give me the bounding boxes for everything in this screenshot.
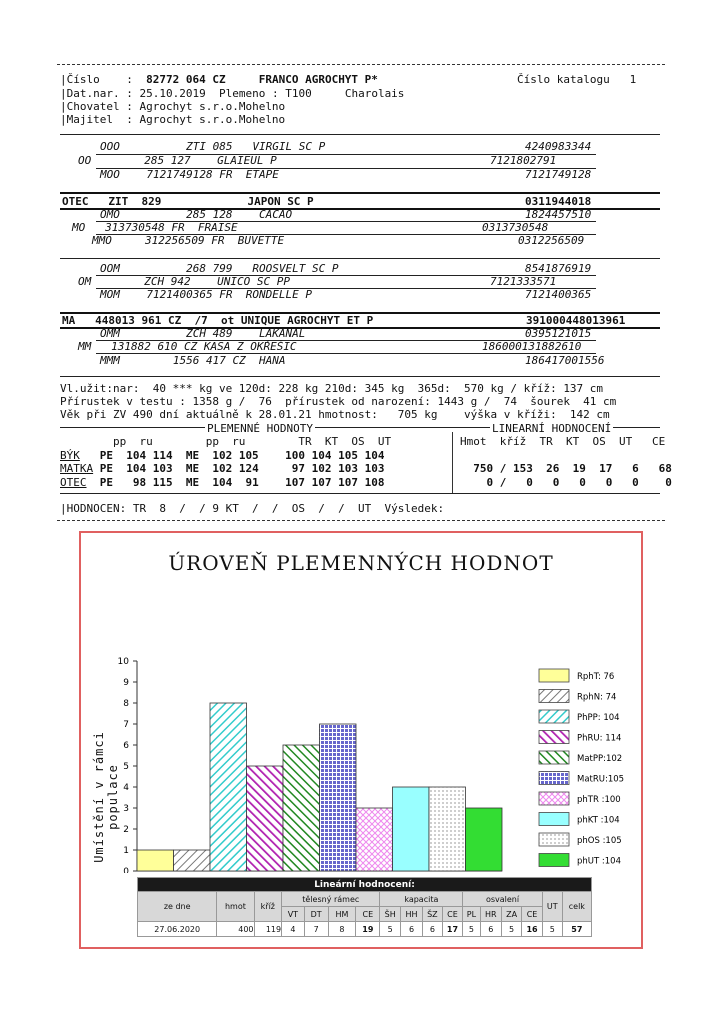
ped-oom-num: 8541876919 xyxy=(525,262,592,275)
ped-omm-num: 0395121015 xyxy=(525,327,592,340)
legend-label-phTR: phTR :100 xyxy=(577,795,621,805)
ped-ooo: OOO ZTI 085 VIRGIL SC P xyxy=(100,140,326,153)
y-tick-label: 1 xyxy=(123,846,129,856)
y-tick-label: 9 xyxy=(123,678,129,688)
y-tick-label: 5 xyxy=(123,762,129,772)
lh-ce3: CE xyxy=(522,907,543,922)
lh-telesny: tělesný rámec xyxy=(282,892,380,907)
chart-ylabel: Umístění v rámci populace xyxy=(92,731,120,863)
bar-phTR xyxy=(356,808,393,871)
legend-swatch-phTR xyxy=(539,792,569,805)
ped-mmm: MMM 1556 417 CZ HANA xyxy=(100,354,286,367)
legend-swatch-MatPP xyxy=(539,751,569,764)
katalog: Číslo katalogu 1 xyxy=(517,73,637,86)
bar-phUT xyxy=(466,808,503,871)
legend-label-phKT: phKT :104 xyxy=(577,815,620,826)
bar-chart xyxy=(81,533,641,873)
bar-RphN xyxy=(174,850,211,871)
ped-moo-num: 7121749128 xyxy=(525,168,592,181)
ped-mo: MO 313730548 FR FRAISE xyxy=(72,221,238,234)
sep xyxy=(60,134,660,135)
ped-mm-num: 186000131882610 xyxy=(482,340,582,353)
ped-moo: MOO 7121749128 FR ETAPE xyxy=(100,168,279,181)
lh-osvaleni: osvalení xyxy=(463,892,543,907)
lh-sh: ŠH xyxy=(380,907,401,922)
chart-title: ÚROVEŇ PLEMENNÝCH HODNOT xyxy=(168,551,554,575)
bar-PhPP xyxy=(210,703,247,871)
legend-swatch-phKT xyxy=(539,813,569,826)
ped-mom: MOM 7121400365 FR RONDELLE P xyxy=(100,288,312,301)
perf-line-1: Vl.užit:nar: 40 *** kg ve 120d: 228 kg 210d: 345 kg 365d: 570 kg / kříž: 137 cm xyxy=(60,382,604,395)
lh-sz: ŠZ xyxy=(423,907,443,922)
legend-swatch-MatRU xyxy=(539,772,569,785)
bar-MatRU xyxy=(320,724,357,871)
breeding-cols: pp ru pp ru TR KT OS UT xyxy=(60,435,392,448)
y-tick-label: 7 xyxy=(123,720,129,730)
legend-label-PhPP: PhPP: 104 xyxy=(577,713,620,723)
bar-PhRU xyxy=(247,766,284,871)
lh-pl: PL xyxy=(463,907,480,922)
linear-row: 27.06.2020 400 119 4 7 8 19 5 6 6 17 5 6 5 16 5 57 xyxy=(138,922,592,937)
ped-mmo: MMO 312256509 FR BUVETTE xyxy=(92,234,285,247)
bar-phKT xyxy=(393,787,430,871)
datnar-line: |Dat.nar. : 25.10.2019 Plemeno : T100 Charolais xyxy=(60,87,405,100)
ped-mmo-num: 0312256509 xyxy=(518,234,585,247)
legend-label-MatRU: MatRU:105 xyxy=(577,774,625,785)
lh-ut: UT xyxy=(542,892,562,922)
chovatel-line: |Chovatel : Agrochyt s.r.o.Mohelno xyxy=(60,100,286,113)
ped-omo-num: 1824457510 xyxy=(525,208,592,221)
lh-dt: DT xyxy=(304,907,328,922)
linearni-title: LINEARNÍ HODNOCENÍ xyxy=(492,422,612,435)
ped-om: OM ZCH 942 UNICO SC PP xyxy=(78,275,290,288)
ped-otec: OTEC ZIT 829 JAPON SC P xyxy=(62,195,314,208)
linear-cols: Hmot kříž TR KT OS UT CE xyxy=(460,435,666,448)
top-border xyxy=(57,64,665,65)
ped-ma-num: 391000448013961 xyxy=(526,314,626,327)
y-tick-label: 0 xyxy=(123,867,129,873)
lh-vt: VT xyxy=(282,907,305,922)
ped-oom: OOM 268 799 ROOSVELT SC P xyxy=(100,262,339,275)
lh-kriz: kříž xyxy=(254,892,282,922)
row-byk: BÝK PE 104 114 ME 102 105 100 104 105 104 xyxy=(60,449,385,462)
cislo-line: |Číslo : 82772 064 CZ FRANCO AGROCHYT P* xyxy=(60,73,378,86)
y-tick-label: 8 xyxy=(123,699,129,709)
hodnoceni-line: |HODNOCEN: TR 8 / / 9 KT / / OS / / UT Výsledek: xyxy=(60,502,445,515)
lh-celk: celk xyxy=(562,892,591,922)
ped-mm: MM 131882 610 CZ KASA Z OKŘEŠIC xyxy=(78,340,297,353)
legend-swatch-phOS xyxy=(539,833,569,846)
row-otec: OTEC PE 98 115 ME 104 91 107 107 107 108 xyxy=(60,476,385,489)
lh-za: ZA xyxy=(501,907,521,922)
lh-hr: HR xyxy=(480,907,501,922)
legend-label-phOS: phOS :105 xyxy=(577,836,622,846)
lh-hmot: hmot xyxy=(217,892,254,922)
legend-swatch-PhPP xyxy=(539,710,569,723)
ped-mmm-num: 186417001556 xyxy=(525,354,605,367)
lh-ce2: CE xyxy=(442,907,463,922)
lh-kapacita: kapacita xyxy=(380,892,463,907)
legend-swatch-PhRU xyxy=(539,731,569,744)
legend-label-RphT: RphT: 76 xyxy=(577,672,615,682)
ped-otec-num: 0311944018 xyxy=(525,195,592,208)
lh-ze-dne: ze dne xyxy=(138,892,217,922)
lh-hh: HH xyxy=(400,907,422,922)
lh-ce1: CE xyxy=(356,907,380,922)
ped-mo-num: 0313730548 xyxy=(482,221,549,234)
majitel-line: |Majitel : Agrochyt s.r.o.Mohelno xyxy=(60,113,286,126)
ped-ma: MA 448013 961 CZ /7 ot UNIQUE AGROCHYT ET P xyxy=(62,314,374,327)
bar-MatPP xyxy=(283,745,320,871)
legend-swatch-RphN xyxy=(539,690,569,703)
ped-oo-num: 7121802791 xyxy=(490,154,557,167)
ped-omm: OMM ZCH 489 LAKANAL xyxy=(100,327,306,340)
legend-label-RphN: RphN: 74 xyxy=(577,692,617,703)
legend-swatch-RphT xyxy=(539,669,569,682)
legend-label-phUT: phUT :104 xyxy=(577,856,621,867)
perf-line-2: Přírustek v testu : 1358 g / 76 přírustek od narození: 1443 g / 74 šourek 41 cm xyxy=(60,395,617,408)
ped-ooo-num: 4240983344 xyxy=(525,140,592,153)
lh-hm: HM xyxy=(328,907,356,922)
y-tick-label: 10 xyxy=(117,657,129,667)
y-tick-label: 4 xyxy=(123,783,129,793)
legend-label-MatPP: MatPP:102 xyxy=(577,754,623,764)
legend-label-PhRU: PhRU: 114 xyxy=(577,733,622,744)
linear-title: Lineární hodnocení: xyxy=(138,878,592,892)
plemenne-title: PLEMENNÉ HODNOTY xyxy=(207,422,313,435)
ped-mom-num: 7121400365 xyxy=(525,288,592,301)
row-matka: MATKA PE 104 103 ME 102 124 97 102 103 103 xyxy=(60,462,385,475)
row-matka-lin: 750 / 153 26 19 17 6 68 xyxy=(460,462,672,475)
ped-omo: OMO 285 128 CACAO xyxy=(100,208,293,221)
row-otec-lin: 0 / 0 0 0 0 0 0 xyxy=(460,476,672,489)
ped-oo: OO 285 127 GLAIEUL P xyxy=(78,154,277,167)
ped-om-num: 7121333571 xyxy=(490,275,557,288)
bar-phOS xyxy=(429,787,466,871)
chart-panel xyxy=(79,531,643,949)
y-tick-label: 2 xyxy=(123,825,129,835)
legend-swatch-phUT xyxy=(539,854,569,867)
y-tick-label: 6 xyxy=(123,741,129,751)
perf-line-3: Věk při ZV 490 dní aktuálně k 28.01.21 hmotnost: 705 kg výška v kříži: 142 cm xyxy=(60,408,610,421)
bar-RphT xyxy=(137,850,174,871)
linear-table xyxy=(137,877,592,937)
y-tick-label: 3 xyxy=(123,804,129,814)
